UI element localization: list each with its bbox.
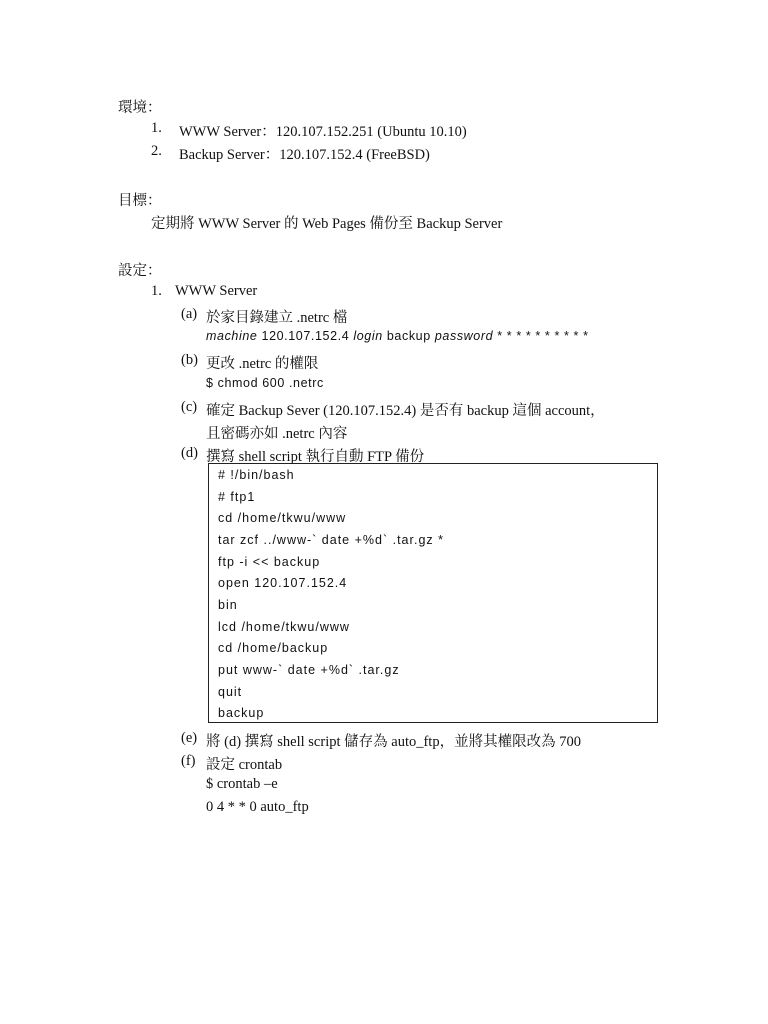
server-name: WWW Server xyxy=(175,283,258,299)
netrc-machine-keyword: machine xyxy=(206,329,258,343)
step-f-label: (f) xyxy=(181,753,196,769)
step-b-label: (b) xyxy=(181,352,198,368)
step-e-text: 將 (d) 撰寫 shell script 儲存為 auto_ftp，並將其權限改為 700 xyxy=(206,734,581,750)
env-item-1-text: WWW Server：120.107.152.251 (Ubuntu 10.10) xyxy=(179,124,467,140)
step-f-text: 設定 crontab xyxy=(206,757,283,773)
script-line: lcd /home/tkwu/www xyxy=(218,620,350,634)
script-line: quit xyxy=(218,685,243,699)
netrc-password-keyword: password xyxy=(434,329,494,343)
chmod-command: $ chmod 600 .netrc xyxy=(206,376,324,390)
goal-heading: 目標： xyxy=(118,193,162,209)
netrc-machine-value: 120.107.152.4 xyxy=(261,329,350,343)
script-line: open 120.107.152.4 xyxy=(218,576,348,590)
step-d-text: 撰寫 shell script 執行自動 FTP 備份 xyxy=(206,449,425,465)
step-c-text-line2: 且密碼亦如 .netrc 內容 xyxy=(206,426,348,442)
netrc-login-value: backup xyxy=(386,329,431,343)
script-line: # ftp1 xyxy=(218,490,256,504)
step-b-text: 更改 .netrc 的權限 xyxy=(206,356,319,372)
step-a-text: 於家目錄建立 .netrc 檔 xyxy=(206,310,348,326)
script-line: backup xyxy=(218,706,265,720)
script-line: ftp -i << backup xyxy=(218,555,321,569)
goal-text: 定期將 WWW Server 的 Web Pages 備份至 Backup Server xyxy=(151,216,503,232)
step-c-text-line1: 確定 Backup Sever (120.107.152.4) 是否有 backup 這個 account， xyxy=(206,403,605,419)
env-item-1-number: 1. xyxy=(151,120,162,136)
step-e-label: (e) xyxy=(181,730,198,746)
netrc-line xyxy=(206,329,589,343)
env-item-2-number: 2. xyxy=(151,143,162,159)
script-line: cd /home/tkwu/www xyxy=(218,511,347,525)
step-c-label: (c) xyxy=(181,399,198,415)
netrc-password-value: * * * * * * * * * * xyxy=(497,329,589,343)
script-line: # !/bin/bash xyxy=(218,468,295,482)
env-heading: 環境： xyxy=(118,100,162,116)
step-a-label: (a) xyxy=(181,306,198,322)
netrc-login-keyword: login xyxy=(353,329,383,343)
script-line: cd /home/backup xyxy=(218,641,329,655)
script-line: bin xyxy=(218,598,238,612)
step-d-label: (d) xyxy=(181,445,198,461)
setup-heading: 設定： xyxy=(118,263,162,279)
env-item-2-text: Backup Server：120.107.152.4 (FreeBSD) xyxy=(179,147,430,163)
crontab-command: $ crontab –e xyxy=(206,776,278,792)
crontab-entry: 0 4 * * 0 auto_ftp xyxy=(206,799,309,815)
script-line: tar zcf ../www-` date +%d` .tar.gz * xyxy=(218,533,444,547)
script-line: put www-` date +%d` .tar.gz xyxy=(218,663,400,677)
shell-script-box xyxy=(208,463,658,723)
server-number: 1. xyxy=(151,283,162,299)
